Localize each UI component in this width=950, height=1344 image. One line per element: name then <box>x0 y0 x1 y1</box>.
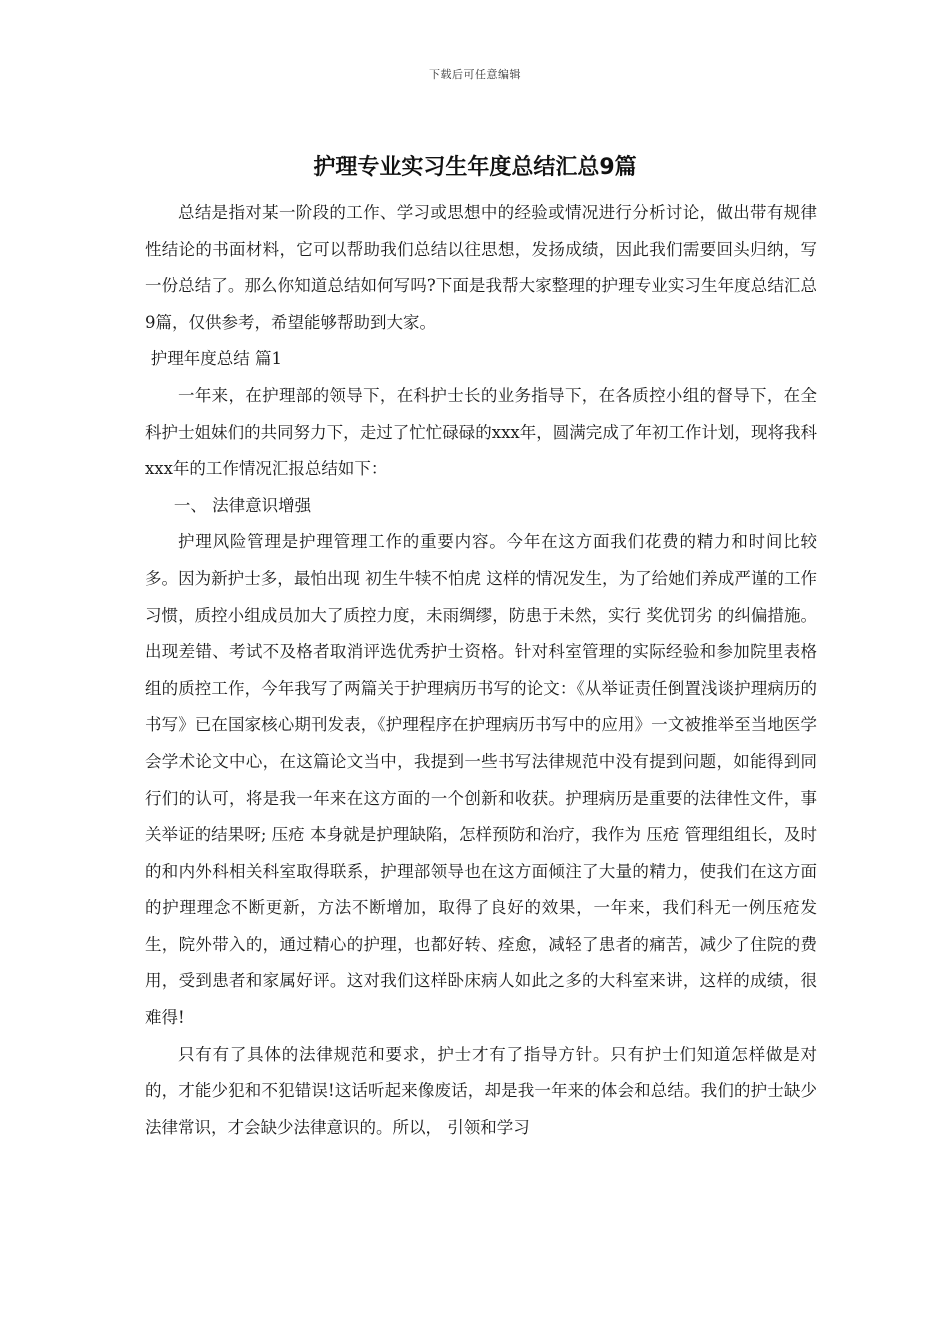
document-title: 护理专业实习生年度总结汇总9篇 <box>313 155 637 180</box>
page-header-note: 下载后可任意编辑 <box>429 68 521 81</box>
paragraph-3: 只有有了具体的法律规范和要求，护士才有了指导方针。只有护士们知道怎样做是对的，才能少犯和不犯错误!这话听起来像废话，却是我一年来的体会和总结。我们的护士缺少法律常识，才会缺少法律意识的。所以， 引领和学习 <box>145 1044 817 1137</box>
intro-paragraph: 总结是指对某一阶段的工作、学习或思想中的经验或情况进行分析讨论，做出带有规律性结论的书面材料，它可以帮助我们总结以往思想，发扬成绩，因此我们需要回头归纳，写一份总结了。那么你知道总结如何写吗?下面是我帮大家整理的护理专业实习生年度总结汇总9篇，仅供参考，希望能够帮助到大家。 <box>145 203 817 332</box>
paragraph-1: 一年来，在护理部的领导下，在科护士长的业务指导下，在各质控小组的督导下，在全科护士姐妹们的共同努力下，走过了忙忙碌碌的xxx年，圆满完成了年初工作计划，现将我科xxx年的工作情况汇报总结如下： <box>145 385 817 479</box>
document-body <box>145 195 817 1146</box>
heading-1: 一、 法律意识增强 <box>173 495 312 515</box>
paragraph-2: 护理风险管理是护理管理工作的重要内容。今年在这方面我们花费的精力和时间比较多。因为新护士多，最怕出现 初生牛犊不怕虎 这样的情况发生，为了给她们养成严谨的工作习惯，质控小组成员加大了质控力度，未雨绸缪，防患于未然，实行 奖优罚劣 的纠偏措施。出现差错、考试不及格者取消评选优秀护士资格。针对科室管理的实际经验和参加院里表格组的质控工作，今年我写了两篇关于护理病历书写的论文：《从举证责任倒置浅谈护理病历的书写》已在国家核心期刊发表，《护理程序在护理病历书写中的应用》一文被推举至当地医学会学术论文中心，在这篇论文当中，我提到一些书写法律规范中没有提到问题，如能得到同行们的认可，将是我一年来在这方面的一个创新和收获。护理病历是重要的法律性文件，事关举证的结果呀; 压疮 本身就是护理缺陷，怎样预防和治疗，我作为 压疮 管理组组长，及时的和内外科相关科室取得联系，护理部领导也在这方面倾注了大量的精力，使我们在这方面的护理理念不断更新，方法不断增加，取得了良好的效果，一年来，我们科无一例压疮发生，院外带入的，通过精心的护理，也都好转、痊愈，减轻了患者的痛苦，减少了住院的费用，受到患者和家属好评。这对我们这样卧床病人如此之多的大科室来讲，这样的成绩，很难得! <box>145 532 817 1028</box>
section-title: 护理年度总结 篇1 <box>150 349 283 369</box>
